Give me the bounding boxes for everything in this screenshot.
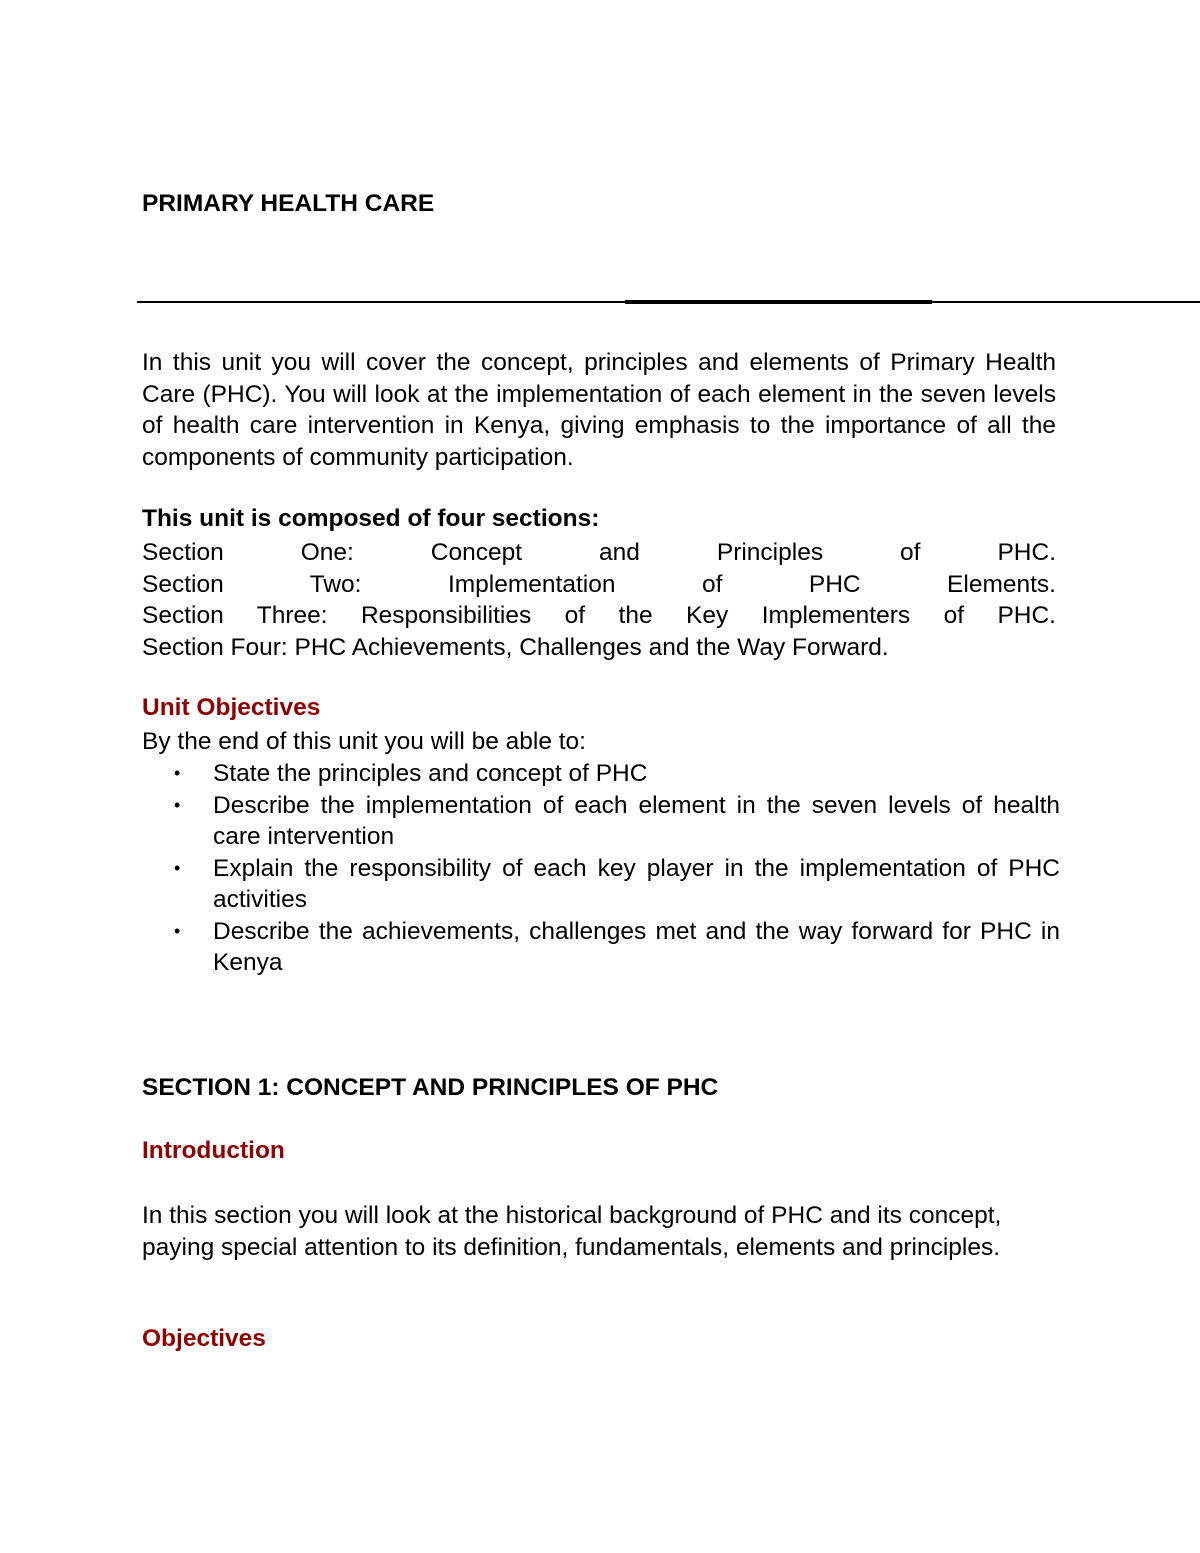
- list-item-text: Explain the responsibility of each key player in the implementation of PHC activities: [213, 854, 1060, 913]
- unit-objectives-list: [142, 758, 1060, 979]
- list-item: [142, 916, 1060, 979]
- list-item-text: State the principles and concept of PHC: [213, 760, 648, 787]
- horizontal-rule-thick: [625, 300, 932, 304]
- objectives-lead-in: By the end of this unit you will be able to:: [142, 728, 586, 755]
- list-item: [142, 758, 1060, 790]
- bullet-icon: •: [174, 920, 181, 941]
- list-item-text: Describe the achievements, challenges met and the way forward for PHC in Kenya: [213, 917, 1060, 976]
- section-introduction-paragraph: In this section you will look at the historical background of PHC and its concept, paying special attention to its definition, fundamentals, elements and principles.: [142, 1202, 1002, 1261]
- objectives-heading: Objectives: [142, 1325, 266, 1352]
- sections-list: [142, 537, 1056, 663]
- intro-paragraph: In this unit you will cover the concept, principles and elements of Primary Health Care (PHC). You will look at the implementation of each element in the seven levels of health care intervention in Kenya, giving emphasis to the importance of all the components of community participation.: [142, 349, 1056, 471]
- sections-heading: This unit is composed of four sections:: [142, 505, 600, 532]
- introduction-heading: Introduction: [142, 1137, 285, 1164]
- bullet-icon: •: [174, 857, 181, 878]
- section-1-heading: SECTION 1: CONCEPT AND PRINCIPLES OF PHC: [142, 1074, 719, 1101]
- document-title: PRIMARY HEALTH CARE: [142, 190, 435, 217]
- section-line: Section Two: Implementation of PHC Elements.: [142, 570, 1056, 598]
- unit-objectives-heading: Unit Objectives: [142, 694, 321, 721]
- list-item-text: Describe the implementation of each element in the seven levels of health care intervention: [213, 791, 1060, 850]
- section-line: Section One: Concept and Principles of PHC.: [142, 539, 1056, 566]
- list-item: [142, 790, 1060, 853]
- section-line: Section Three: Responsibilities of the Key Implementers of PHC.: [142, 602, 1056, 629]
- bullet-icon: •: [174, 794, 181, 815]
- list-item: [142, 853, 1060, 916]
- bullet-icon: •: [174, 763, 181, 783]
- section-line: Section Four: PHC Achievements, Challenges and the Way Forward.: [142, 633, 889, 661]
